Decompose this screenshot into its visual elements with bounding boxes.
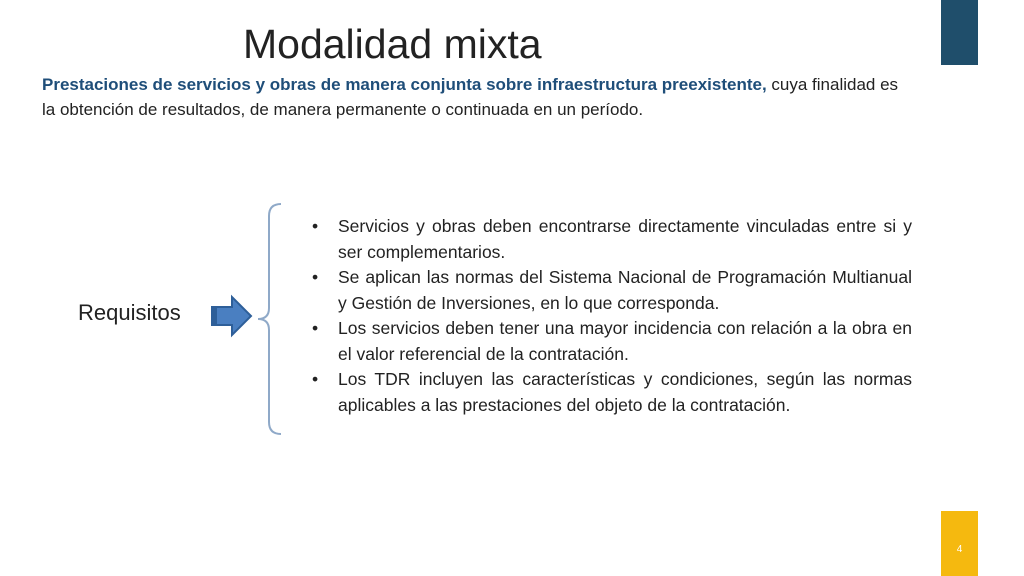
intro-text: cuya finalidad es la obtención de resultados, de manera permanente o continuada en un período. [42,75,899,119]
list-item [312,265,912,316]
top-accent-bar [941,0,978,65]
list-item-text: Se aplican las normas del Sistema Nacional de Programación Multianual y Gestión de Inversiones, en lo que corresponda. [338,267,912,313]
left-bracket-icon [255,202,285,436]
bullet-icon: • [312,267,319,287]
requisitos-label: Requisitos [78,300,181,325]
list-item-text: Los servicios deben tener una mayor incidencia con relación a la obra en el valor referencial de la contratación. [338,318,912,364]
slide-title: Modalidad mixta [243,21,542,67]
intro-bold-text: Prestaciones de servicios y obras de manera conjunta sobre infraestructura preexistente, [42,75,767,94]
list-item [312,367,912,418]
list-item [312,214,912,265]
bullet-icon: • [312,369,319,389]
slide-number: 4 [956,544,963,555]
intro-paragraph [42,72,912,122]
requisitos-list [312,214,912,418]
list-item-text: Servicios y obras deben encontrarse directamente vinculadas entre si y ser complementarios. [338,216,912,262]
bullet-icon: • [312,216,319,236]
bullet-icon: • [312,318,319,338]
list-item-text: Los TDR incluyen las características y condiciones, según las normas aplicables a las prestaciones del objeto de la contratación. [338,369,912,415]
right-arrow-icon [208,294,254,338]
list-item [312,316,912,367]
